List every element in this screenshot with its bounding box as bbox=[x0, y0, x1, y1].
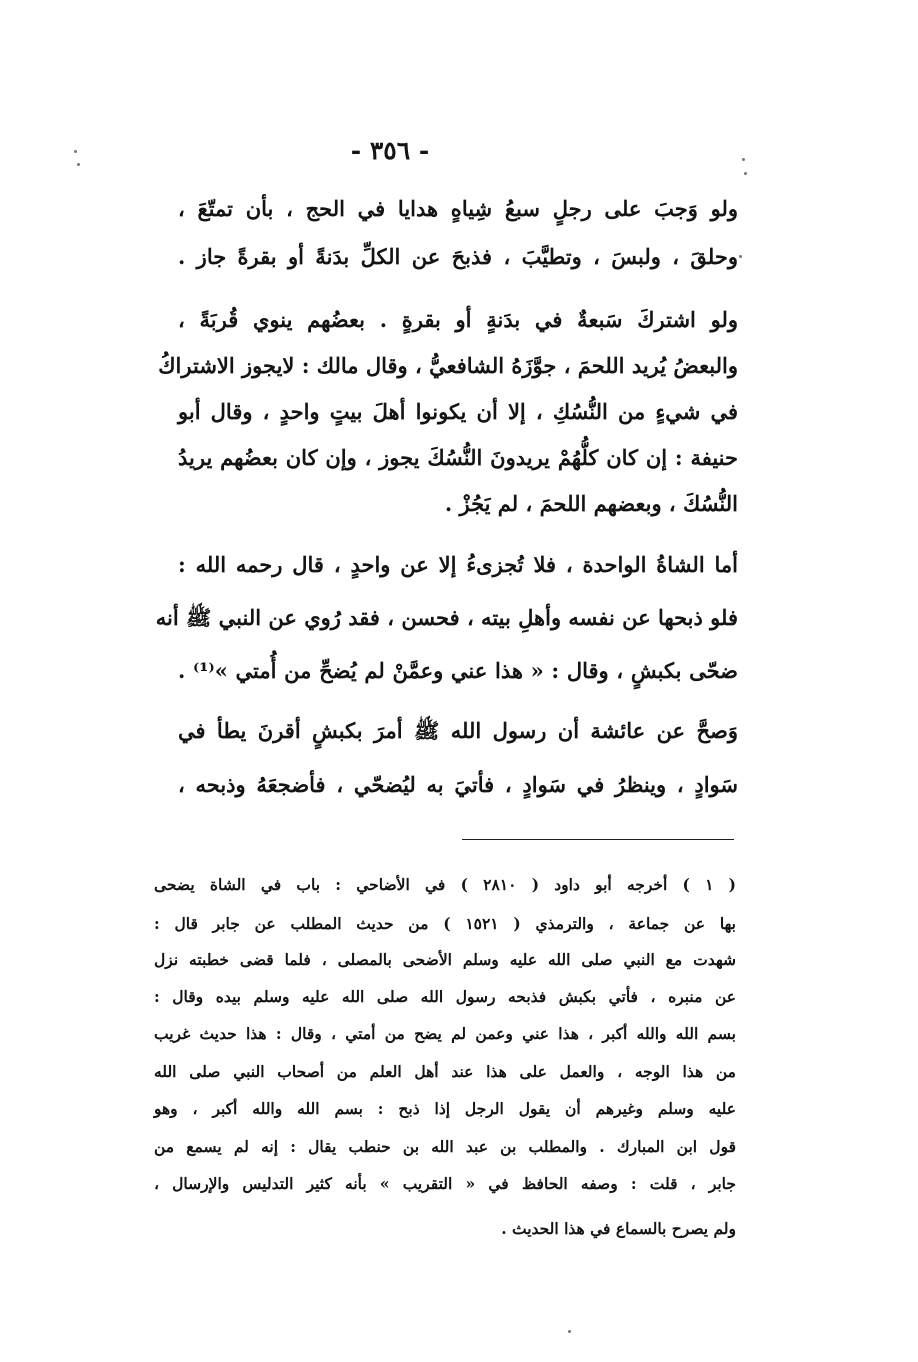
text-line: حنيفة : إن كان كلُّهُمْ يريدونَ النُّسُكَ يجوز ، وإن كان بعضُهم يريدُ bbox=[178, 445, 738, 470]
footnote-line: جابر ، قلت : وصفه الحافظ في « التقريب » بأنه كثير التدليس والإرسال ، bbox=[154, 1174, 736, 1193]
footnote-line: من هذا الوجه ، والعمل على هذا عند أهل العلم من أصحاب النبي صلى الله bbox=[154, 1062, 736, 1081]
footnote-line: عليه وسلم وغيرهم أن يقول الرجل إذا ذبح : بسم الله والله أكبر ، وهو bbox=[154, 1099, 736, 1118]
footnote-divider bbox=[462, 839, 734, 840]
text-line: فلو ذبحها عن نفسه وأهلِ بيته ، فحسن ، فقد رُوي عن النبي ﷺ أنه bbox=[155, 605, 738, 630]
footnote-line: ( ١ ) أخرجه أبو داود ( ٢٨١٠ ) في الأضاحي : باب في الشاة يضحى bbox=[154, 875, 736, 894]
scan-speck bbox=[77, 163, 80, 166]
text-line: وَصحَّ عن عائشة أن رسول الله ﷺ أمرَ بكبشٍ أقرنَ يطأ في bbox=[178, 718, 738, 743]
footnote-line: قول ابن المبارك . والمطلب بن عبد الله بن حنطب يقال : إنه لم يسمع من bbox=[154, 1137, 736, 1156]
text-line: ولو وَجبَ على رجلٍ سبعُ شِياهٍ هدايا في الحج ، بأن تمتّعَ ، bbox=[178, 196, 738, 221]
page-number: - ٣٥٦ - bbox=[350, 136, 430, 165]
text-line: النُّسُكَ ، وبعضهم اللحمَ ، لم يَجُزْ . bbox=[444, 491, 738, 516]
scan-speck bbox=[74, 150, 77, 153]
text-line: وحلقَ ، ولبسَ ، وتطيَّبَ ، فذبحَ عن الكلِّ بدَنةً أو بقرةً جاز . bbox=[178, 244, 738, 269]
footnote-line: عن منبره ، فأتي بكبش فذبحه رسول الله صلى الله عليه وسلم بيده وقال : bbox=[154, 987, 736, 1006]
footnote-line: بسم الله والله أكبر ، هذا عني وعمن لم يضح من أمتي ، وقال : هذا حديث غريب bbox=[154, 1024, 736, 1043]
scan-speck bbox=[744, 172, 747, 175]
text-line: في شيءٍ من النُّسُكِ ، إلا أن يكونوا أهلَ بيتٍ واحدٍ ، وقال أبو bbox=[178, 399, 738, 424]
footnote-line: ولم يصرح بالسماع في هذا الحديث . bbox=[501, 1219, 736, 1238]
footnote-line: شهدت مع النبي صلى الله عليه وسلم الأضحى بالمصلى ، فلما قضى خطبته نزل bbox=[154, 950, 736, 969]
scan-speck bbox=[742, 158, 745, 161]
scan-speck bbox=[568, 1330, 571, 1333]
text-line: ولو اشتركَ سَبعةٌ في بدَنةٍ أو بقرةٍ . بعضُهم ينوي قُربَةً ، bbox=[178, 307, 738, 332]
text-line: ضحّى بكبشٍ ، وقال : « هذا عني وعمَّنْ لم يُضحِّ من أُمتي »⁽¹⁾ . bbox=[178, 658, 738, 683]
scan-speck bbox=[739, 255, 742, 258]
text-line: أما الشاةُ الواحدة ، فلا تُجزىءُ إلا عن واحدٍ ، قال رحمه الله : bbox=[178, 552, 738, 577]
text-line: سَوادٍ ، وينظرُ في سَوادٍ ، فأتيَ به ليُضحّي ، فأضجعَهُ وذبحه ، bbox=[178, 772, 738, 797]
text-line: والبعضُ يُريد اللحمَ ، جوَّزَهُ الشافعيُّ ، وقال مالك : لايجوز الاشتراكُ bbox=[158, 353, 738, 378]
footnote-line: بها عن جماعة ، والترمذي ( ١٥٢١ ) من حديث المطلب عن جابر قال : bbox=[154, 914, 736, 933]
